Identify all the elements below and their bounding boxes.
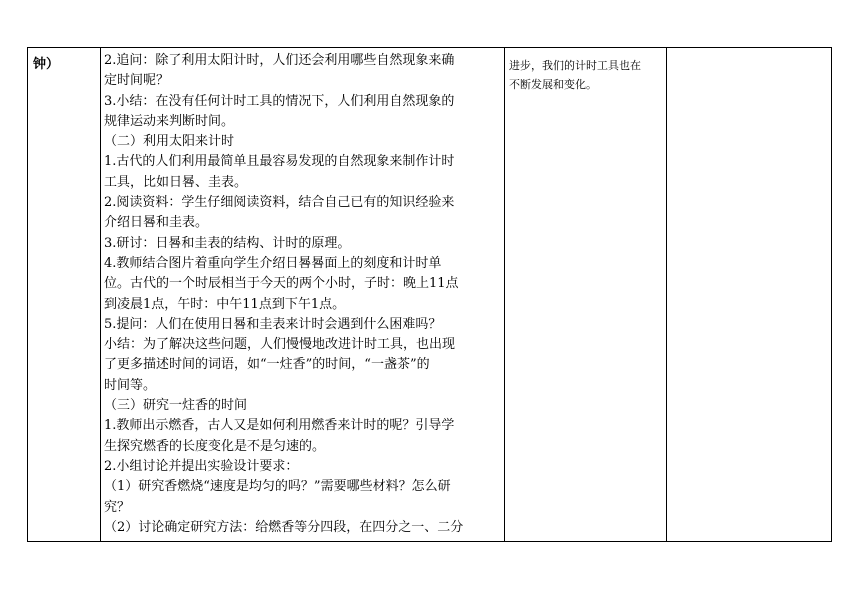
text-line: 工具，比如日晷、圭表。 <box>104 174 248 190</box>
time-cell: 钟） <box>33 57 60 72</box>
lesson-table <box>27 47 832 542</box>
text-line: 进步，我们的计时工具也在 <box>509 59 641 72</box>
text-line: 1.教师出示燃香，古人又是如何利用燃香来计时的呢？引导学 <box>104 418 455 434</box>
design-intent-cell <box>509 56 659 94</box>
column-divider <box>666 48 667 541</box>
text-line: 位。古代的一个时辰相当于今天的两个小时，子时：晚上11点 <box>104 276 459 292</box>
text-line: 3.研讨：日晷和圭表的结构、计时的原理。 <box>104 235 351 251</box>
text-line: 4.教师结合图片着重向学生介绍日晷晷面上的刻度和计时单 <box>104 255 442 271</box>
text-line: （二）利用太阳来计时 <box>104 134 235 150</box>
text-line: 生探究燃香的长度变化是不是匀速的。 <box>104 438 326 454</box>
text-line: 不断发展和变化。 <box>509 78 597 91</box>
text-line: 3.小结：在没有任何计时工具的情况下，人们利用自然现象的 <box>104 93 455 109</box>
column-divider <box>100 48 101 541</box>
text-line: （1）研究香燃烧“速度是均匀的吗？”需要哪些材料？怎么研 <box>104 479 451 495</box>
text-line: 介绍日晷和圭表。 <box>104 215 209 231</box>
text-line: 2.阅读资料：学生仔细阅读资料，结合自己已有的知识经验来 <box>104 195 455 211</box>
text-line: 小结：为了解决这些问题，人们慢慢地改进计时工具，也出现 <box>104 337 456 353</box>
text-line: 了更多描述时间的词语，如“一炷香”的时间，“一盏茶”的 <box>104 357 430 373</box>
column-divider <box>504 48 505 541</box>
text-line: 时间等。 <box>104 377 157 393</box>
text-line: 规律运动来判断时间。 <box>104 113 235 129</box>
text-line: 定时间呢？ <box>104 73 170 89</box>
text-line: 2.追问：除了利用太阳计时，人们还会利用哪些自然现象来确 <box>104 53 455 68</box>
text-line: 究？ <box>104 499 131 515</box>
text-line: 5.提问：人们在使用日晷和圭表来计时会遇到什么困难吗？ <box>104 316 442 332</box>
text-line: （三）研究一炷香的时间 <box>104 398 248 414</box>
text-line: 到凌晨1点，午时：中午11点到下午1点。 <box>104 296 346 312</box>
text-line: （2）讨论确定研究方法：给燃香等分四段，在四分之一、二分 <box>104 519 464 535</box>
teaching-process-cell <box>104 51 500 538</box>
text-line: 1.古代的人们利用最简单且最容易发现的自然现象来制作计时 <box>104 154 455 170</box>
text-line: 2.小组讨论并提出实验设计要求： <box>104 458 299 474</box>
